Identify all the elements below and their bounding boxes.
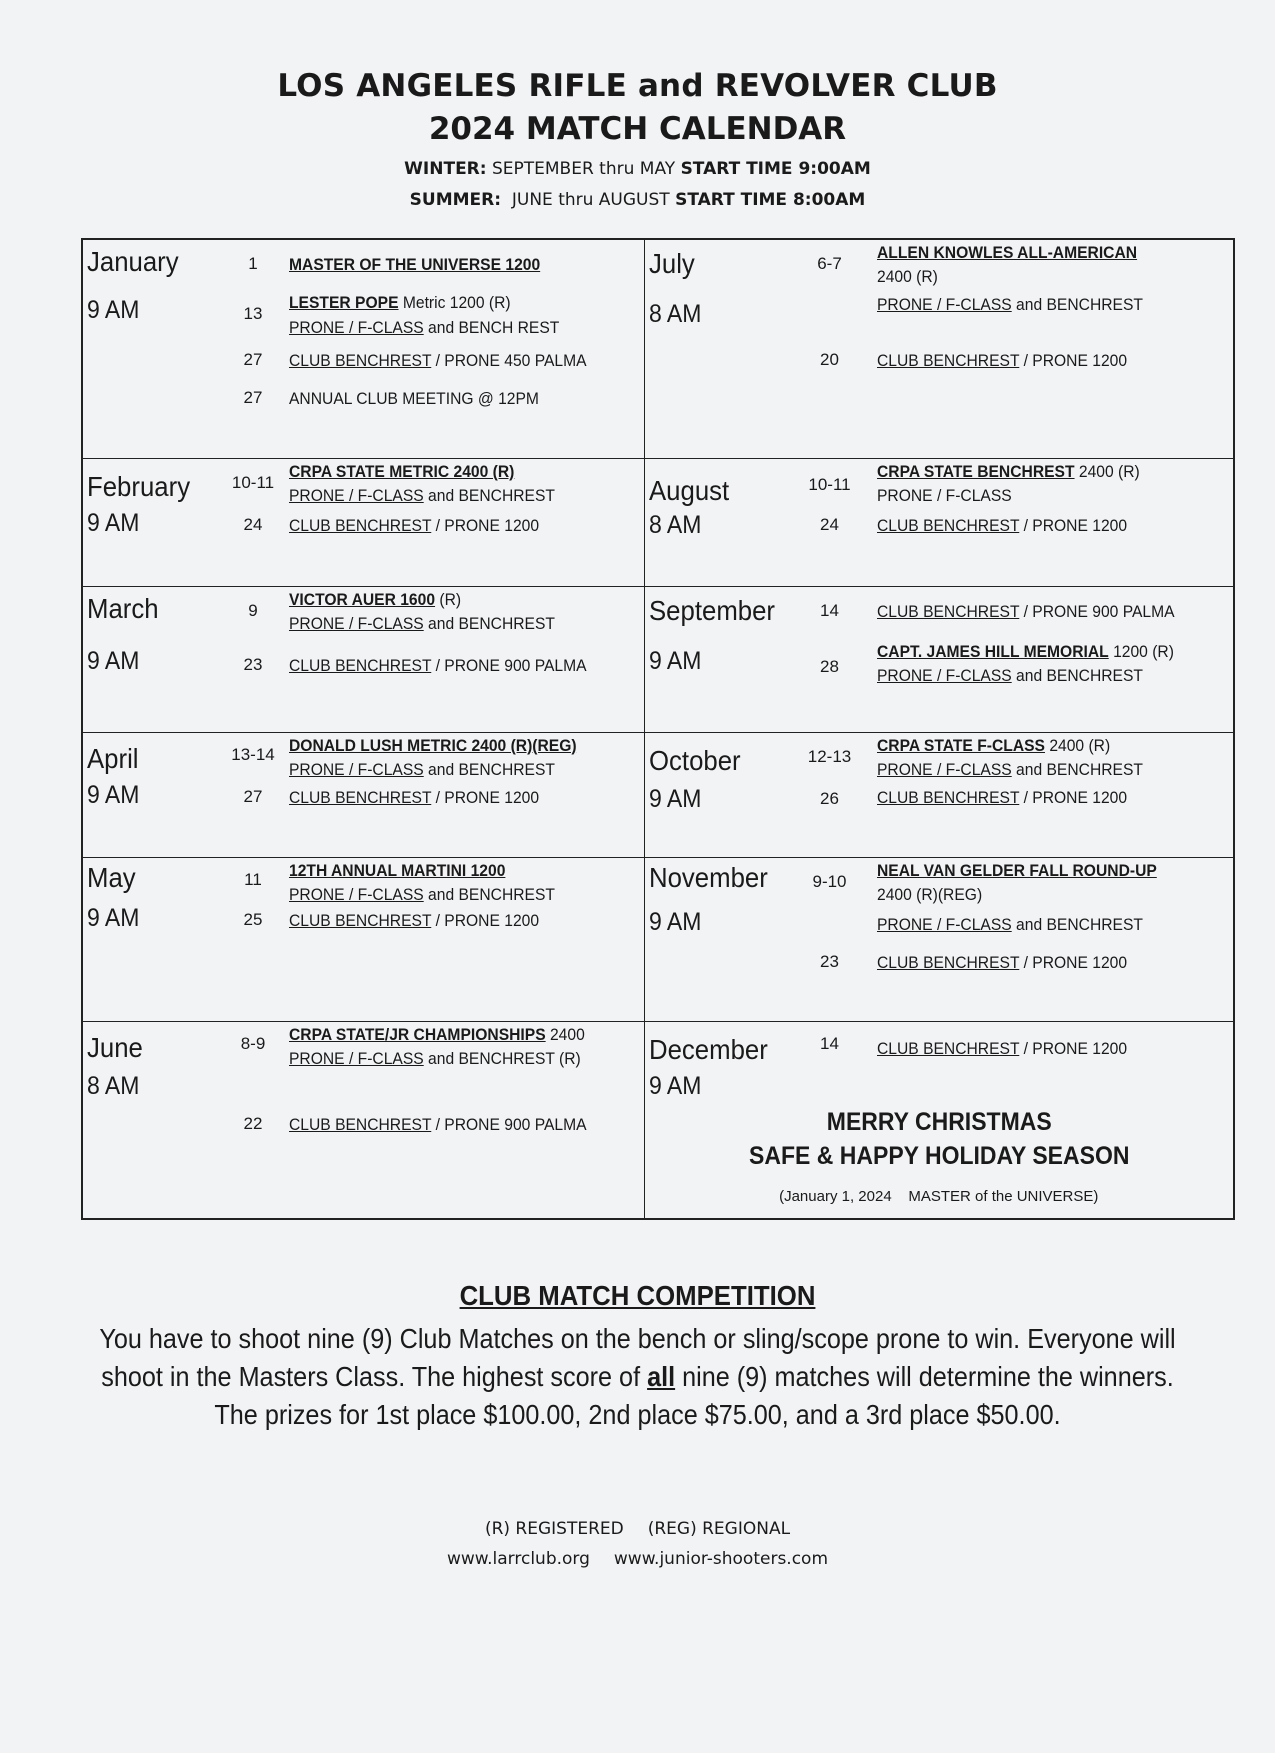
match-event: CLUB BENCHREST / PRONE 1200 — [289, 787, 540, 807]
document-footer — [0, 1514, 1275, 1574]
match-event: CLUB BENCHREST / PRONE 1200 — [876, 952, 1127, 972]
start-time: 9 AM — [87, 508, 140, 537]
match-date: 11 — [244, 869, 262, 889]
match-event-detail: PRONE / F-CLASS and BENCHREST — [876, 295, 1143, 314]
month-cell-september — [644, 586, 1234, 732]
month-cell-may — [82, 857, 644, 1021]
match-date: 12-13 — [807, 746, 852, 766]
match-event-detail: PRONE / F-CLASS and BENCH REST — [289, 318, 560, 337]
month-cell-july — [644, 239, 1234, 458]
match-date: 27 — [243, 350, 263, 369]
match-date: 28 — [820, 656, 839, 676]
match-event: CRPA STATE/JR CHAMPIONSHIPS 2400 — [289, 1024, 585, 1044]
match-event-detail: PRONE / F-CLASS and BENCHREST — [876, 665, 1143, 685]
match-date: 14 — [820, 1033, 839, 1053]
match-date: 20 — [820, 350, 839, 369]
match-event-detail: PRONE / F-CLASS — [876, 485, 1012, 505]
match-event-detail: PRONE / F-CLASS and BENCHREST — [289, 613, 555, 633]
match-event: DONALD LUSH METRIC 2400 (R)(REG) — [289, 735, 577, 755]
match-date: 10-11 — [808, 474, 851, 494]
month-name: September — [648, 594, 775, 626]
match-event: NEAL VAN GELDER FALL ROUND-UP — [876, 860, 1157, 880]
match-event: CRPA STATE METRIC 2400 (R) — [289, 461, 515, 481]
month-cell-march — [82, 586, 644, 732]
start-time: 8 AM — [87, 1071, 140, 1100]
match-date: 23 — [820, 951, 839, 971]
match-date: 10-11 — [231, 472, 275, 492]
match-date: 8-9 — [240, 1033, 266, 1053]
match-date: 24 — [243, 514, 263, 534]
match-event: CRPA STATE F-CLASS 2400 (R) — [876, 735, 1110, 755]
match-date: 24 — [820, 514, 839, 534]
match-event-detail: 2400 (R)(REG) — [876, 884, 982, 904]
match-event: CLUB BENCHREST / PRONE 900 PALMA — [876, 601, 1175, 621]
match-event-detail: PRONE / F-CLASS and BENCHREST — [289, 884, 555, 904]
start-time: 9 AM — [648, 784, 701, 813]
match-date: 27 — [243, 786, 263, 806]
match-date: 9-10 — [812, 871, 847, 891]
holiday-greeting: MERRY CHRISTMAS — [826, 1107, 1052, 1136]
month-name: August — [648, 474, 729, 506]
match-date: 25 — [243, 909, 263, 929]
month-cell-april — [82, 732, 644, 857]
month-cell-august — [644, 458, 1234, 586]
match-date: 6-7 — [817, 254, 842, 273]
match-event: CLUB BENCHREST / PRONE 1200 — [876, 351, 1127, 370]
month-name: July — [648, 248, 695, 279]
month-cell-december — [644, 1021, 1234, 1219]
start-time: 9 AM — [87, 646, 140, 675]
month-name: May — [87, 861, 136, 893]
month-cell-february — [82, 458, 644, 586]
month-cell-november — [644, 857, 1234, 1021]
club-match-rules: You have to shoot nine (9) Club Matches on the bench or sling/scope prone to win. Everyone will shoot in the Masters Class. The highest score of all nine (9) matches will determine the winners. The prizes for 1st place $100.00, 2nd place $75.00, and a 3rd place $50.00. — [99, 1323, 1176, 1430]
match-event: CLUB BENCHREST / PRONE 1200 — [876, 787, 1127, 807]
month-name: October — [648, 744, 741, 776]
match-event-detail: PRONE / F-CLASS and BENCHREST — [876, 759, 1143, 779]
document-header — [0, 66, 1275, 216]
match-event: 12TH ANNUAL MARTINI 1200 — [289, 860, 506, 880]
match-event: CLUB BENCHREST / PRONE 1200 — [289, 910, 540, 930]
match-event: CLUB BENCHREST / PRONE 900 PALMA — [289, 655, 587, 675]
legend: (R) REGISTERED (REG) REGIONAL — [484, 1519, 791, 1539]
start-time: 8 AM — [648, 510, 701, 539]
month-cell-october — [644, 732, 1234, 857]
match-event: LESTER POPE Metric 1200 (R) — [289, 293, 511, 312]
match-date: 13-14 — [231, 744, 275, 764]
match-date: 9 — [248, 600, 258, 620]
month-name: December — [648, 1033, 768, 1065]
winter-schedule: WINTER: SEPTEMBER thru MAY START TIME 9:00AM — [404, 159, 871, 179]
club-title: LOS ANGELES RIFLE and REVOLVER CLUB — [277, 68, 998, 104]
holiday-greeting: SAFE & HAPPY HOLIDAY SEASON — [748, 1141, 1129, 1170]
match-event: MASTER OF THE UNIVERSE 1200 — [289, 255, 541, 274]
month-cell-january — [82, 239, 644, 458]
link-larrclub[interactable]: www.larrclub.org — [446, 1549, 590, 1569]
month-name: March — [87, 592, 159, 624]
start-time: 8 AM — [648, 300, 701, 328]
match-event-detail: 2400 (R) — [876, 267, 938, 286]
start-time: 9 AM — [87, 780, 140, 809]
match-date: 22 — [243, 1113, 263, 1133]
match-event: CAPT. JAMES HILL MEMORIAL 1200 (R) — [876, 641, 1174, 661]
match-date: 14 — [820, 600, 839, 620]
match-event: CLUB BENCHREST / PRONE 1200 — [289, 515, 540, 535]
match-event: ANNUAL CLUB MEETING @ 12PM — [289, 389, 539, 408]
match-event: VICTOR AUER 1600 (R) — [289, 589, 462, 609]
month-name: January — [87, 246, 179, 277]
match-event-detail: PRONE / F-CLASS and BENCHREST — [876, 914, 1143, 934]
start-time: 9 AM — [87, 296, 140, 324]
club-match-heading: CLUB MATCH COMPETITION — [459, 1280, 816, 1311]
match-event: CLUB BENCHREST / PRONE 1200 — [876, 515, 1127, 535]
month-name: June — [87, 1031, 143, 1063]
match-date: 26 — [820, 788, 839, 808]
holiday-note: (January 1, 2024 MASTER of the UNIVERSE) — [779, 1187, 1099, 1205]
match-event-detail: PRONE / F-CLASS and BENCHREST — [289, 485, 555, 505]
match-event-detail: PRONE / F-CLASS and BENCHREST — [289, 759, 555, 779]
link-junior-shooters[interactable]: www.junior-shooters.com — [613, 1549, 829, 1569]
match-event: CLUB BENCHREST / PRONE 900 PALMA — [289, 1114, 587, 1134]
month-name: April — [87, 742, 139, 774]
start-time: 9 AM — [648, 1071, 701, 1100]
calendar-title: 2024 MATCH CALENDAR — [428, 111, 847, 147]
summer-schedule: SUMMER: JUNE thru AUGUST START TIME 8:00AM — [409, 190, 866, 210]
month-name: November — [648, 861, 768, 893]
match-calendar-table — [81, 238, 1235, 1220]
start-time: 9 AM — [648, 646, 701, 675]
start-time: 9 AM — [87, 903, 140, 932]
match-event-detail: PRONE / F-CLASS and BENCHREST (R) — [289, 1048, 581, 1068]
match-event: CLUB BENCHREST / PRONE 450 PALMA — [289, 351, 587, 370]
match-date: 13 — [243, 304, 263, 323]
month-name: February — [87, 470, 191, 502]
start-time: 9 AM — [648, 907, 701, 936]
match-event: CRPA STATE BENCHREST 2400 (R) — [876, 461, 1140, 481]
websites — [0, 1544, 1275, 1574]
match-date: 27 — [243, 388, 263, 407]
month-cell-june — [82, 1021, 644, 1219]
match-event: ALLEN KNOWLES ALL-AMERICAN — [876, 243, 1137, 262]
match-date: 23 — [243, 654, 263, 674]
match-event: CLUB BENCHREST / PRONE 1200 — [876, 1038, 1127, 1058]
match-date: 1 — [248, 254, 258, 273]
club-match-section — [0, 1280, 1275, 1434]
